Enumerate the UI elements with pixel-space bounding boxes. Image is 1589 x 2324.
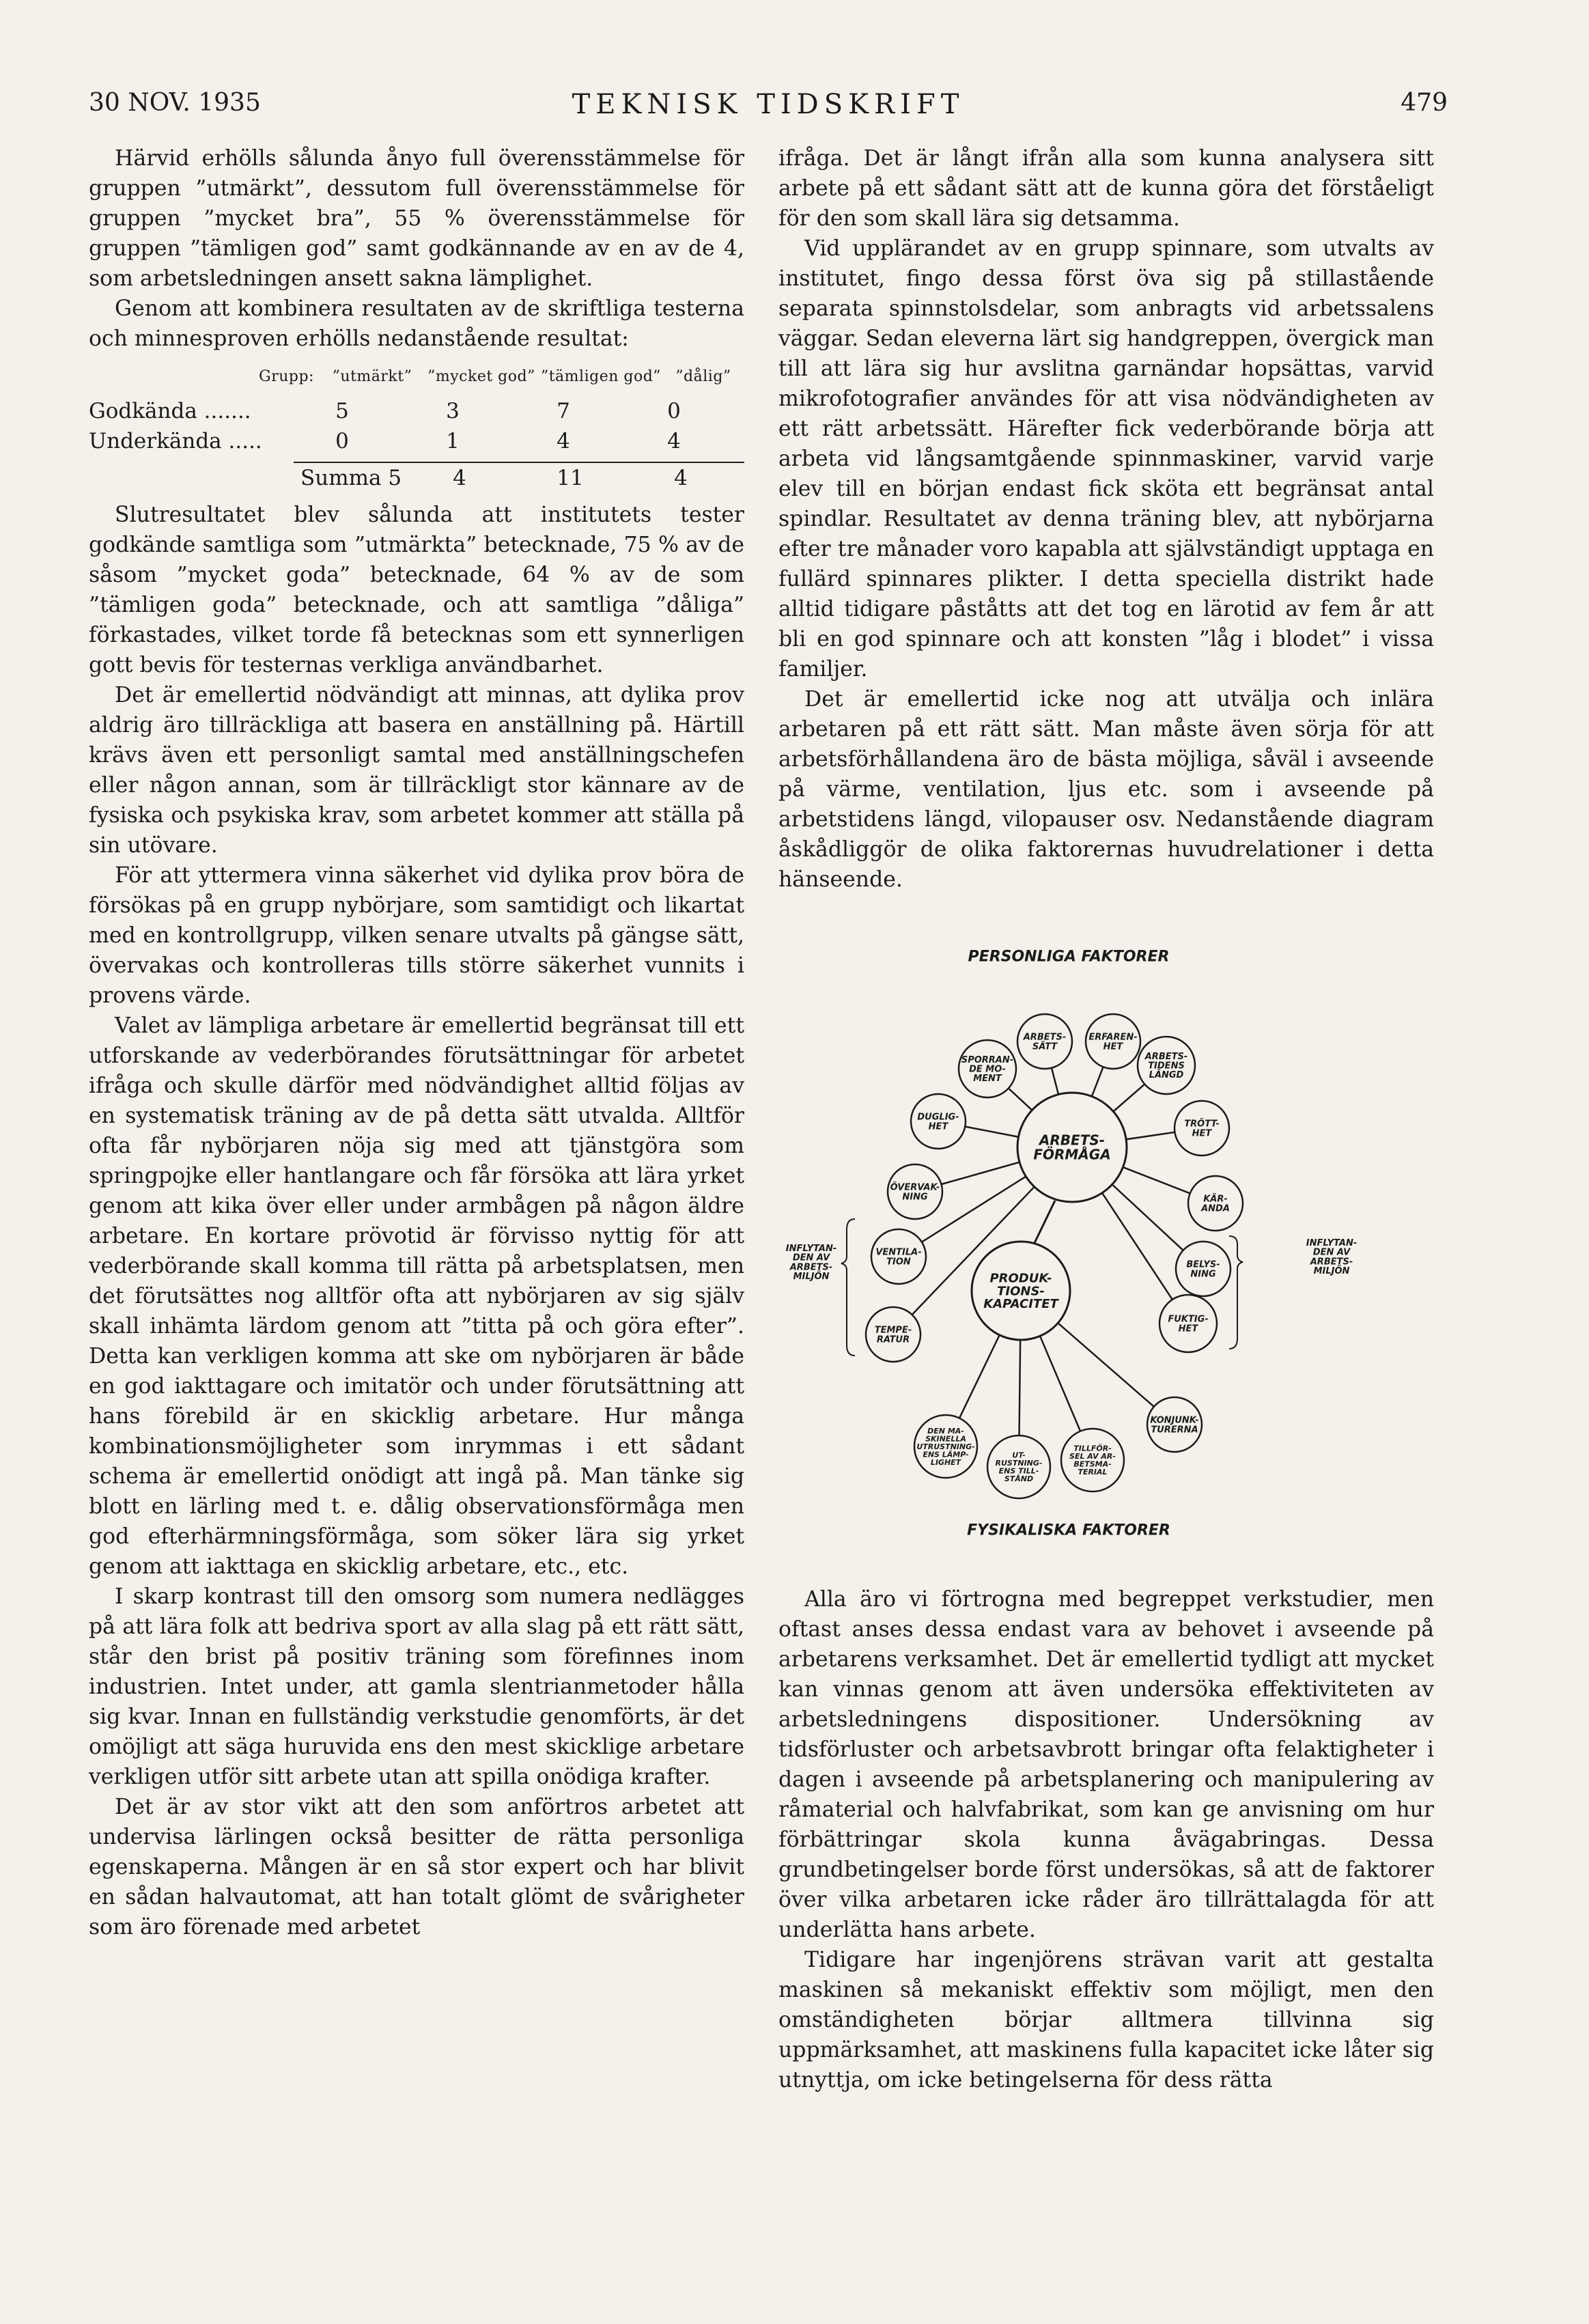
col-header: ”utmärkt”	[332, 368, 412, 385]
cell: 4	[557, 429, 570, 453]
paragraph: Det är emellertid nödvändigt att minnas, att dylika prov aldrig äro tillräckliga att basera en anställning på. Härtill krävs även ett personligt samtal med anställningschefen eller någon annan, som är tillräckligt stor kännare av de fysiska och psykiska krav, som arbetet kommer att ställa på sin utövare.	[89, 683, 744, 858]
factor-node-label: ERFAREN-HET	[1088, 1032, 1138, 1052]
center-to-production-line	[1035, 1201, 1055, 1243]
center-label: ARBETS-FÖRMÅGA	[1033, 1132, 1111, 1163]
cell: 11	[557, 466, 584, 490]
diagram-top-title: PERSONLIGA FAKTORER	[968, 948, 1170, 966]
factor-node-label: TEMPE-RATUR	[874, 1325, 912, 1345]
factor-node-label: ÖVERVAK-NING	[890, 1182, 940, 1203]
spoke-line	[1102, 1193, 1172, 1300]
factor-node-label: BELYS-NING	[1186, 1259, 1220, 1280]
factor-node-label: DEN MA-SKINELLA UTRUSTNING-ENS LÄMP-LIGHET	[916, 1426, 975, 1467]
paragraph: Härvid erhölls sålunda ånyo full överensstämmelse för gruppen ”utmärkt”, dessutom full överensstämmelse för gruppen ”mycket bra”, 55 % överensstämmelse för gruppen ”tämligen god” samt godkännande av en av de 4, som arbetsledningen ansett sakna lämplighet.	[89, 146, 744, 291]
factor-diagram-svg	[778, 936, 1434, 1537]
paragraph: Slutresultatet blev sålunda att institutets tester godkände samtliga som ”utmärkta” betecknade, 75 % av de såsom ”mycket goda” betecknade, 64 % av de som ”tämligen goda” betecknade, och att samtliga ”dåliga” förkastades, vilket torde få betecknas som ett synnerligen gott bevis för testernas verkliga användbarhet.	[89, 503, 744, 677]
paragraph: ifråga. Det är långt ifrån alla som kunna analysera sitt arbete på ett sådant sätt att de kunna göra det förståeligt för den som skall lära sig detsamma.	[778, 146, 1434, 231]
paragraph: Valet av lämpliga arbetare är emellertid begränsat till ett utforskande av vederbörandes förutsättningar för arbetet ifråga och skulle därför med nödvändighet alltid följas av en systematisk träning av de på detta sätt utvalda. Alltför ofta får nybörjaren nöja sig med att tjänstgöra som springpojke eller hantlangare och får försöka att lära yrket genom att kika över eller under armbågen på någon äldre arbetare. En kortare prövotid är förvisso nyttig för att vederbörande skall komma till rätta på arbetsplatsen, men det förutsättes nog alltför ofta att nybörjaren av sig själv skall inhämta lärdom genom att ”titta på och göra efter”. Detta kan verkligen komma att ske om nybörjaren är både en god iakttagare och imitatör och under förutsättning att hans förebild är en skicklig arbetare. Hur många kombinationsmöjligheter som inrymmas i ett sådant schema är emellertid onödigt att ingå på. Man tänke sig blott en lärling med t. e. dålig observationsförmåga men god efterhärmningsförmåga, som söker lära sig yrket genom att iakttaga en skicklig arbetare, etc., etc.	[89, 1013, 744, 1579]
production-label: PRODUK-TIONS-KAPACITET	[983, 1271, 1058, 1312]
factor-line	[959, 1335, 1000, 1418]
cell: 4	[453, 466, 466, 490]
table-row	[89, 396, 744, 426]
factor-line	[1058, 1323, 1154, 1406]
factor-line	[1040, 1336, 1080, 1431]
right-brace	[1229, 1236, 1243, 1349]
diagram-bottom-title: FYSIKALISKA FAKTORER	[967, 1522, 1170, 1537]
paragraph: Genom att kombinera resultaten av de skriftliga testerna och minnesproven erhölls nedanstående resultat:	[89, 296, 744, 351]
factor-node-label: KÄR-ANDA	[1201, 1194, 1230, 1214]
row-label: Underkända .....	[89, 429, 262, 453]
cell: 1	[446, 429, 460, 453]
cell: 0	[335, 429, 349, 453]
paragraph: Alla äro vi förtrogna med begreppet verkstudier, men oftast anses dessa endast vara av behovet i avseende på arbetarens verksamhet. Det är emellertid tydligt att mycket kan vinnas genom att även undersöka effektiviteten av arbetsledningens dispositioner. Undersökning av tidsförluster och arbetsavbrott bringar ofta felaktigheter i dagen i avseende på arbetsplanering och manipulering av råmaterial och halvfabrikat, som kan ge anvisning om hur förbättringar skola kunna åvägabringas. Dessa grundbetingelser borde först undersökas, så att de faktorer över vilka arbetaren icke råder äro tillrättalagda för att underlätta hans arbete.	[778, 1587, 1434, 1942]
row-label: Godkända .......	[89, 399, 251, 423]
factor-node-label: SPORRAN-DE MO-MENT	[961, 1054, 1014, 1084]
col-header: ”dålig”	[675, 368, 731, 385]
page-header	[89, 89, 1448, 130]
spoke-line	[1113, 1084, 1144, 1112]
spoke-line	[1052, 1068, 1058, 1095]
results-table	[89, 362, 744, 493]
paragraph: I skarp kontrast till den omsorg som numera nedlägges på att lära folk att bedriva sport av alla slag på ett rätt sätt, står den brist på positiv träning som förefinnes inom industrien. Intet under, att gamla slentrianmetoder hålla sig kvar. Innan en fullständig verkstudie genomförts, är det omöjligt att säga huruvida ens den mest skicklige arbetare verkligen utför sitt arbete utan att spilla onödiga krafter.	[89, 1584, 744, 1789]
factor-diagram	[778, 936, 1434, 1537]
factor-line	[1020, 1340, 1021, 1436]
cell: 4	[674, 466, 688, 490]
factor-node-label: FUKTIG-HET	[1168, 1314, 1209, 1334]
table-row	[89, 426, 744, 456]
paragraph: Det är emellertid icke nog att utvälja och inlära arbetaren på ett rätt sätt. Man måste även sörja för att arbetsförhållandena äro de bästa möjliga, såväl i avseende på värme, ventilation, ljus etc. som i avseende på arbetstidens längd, vilopauser osv. Nedanstående diagram åskådliggör de olika faktorernas huvudrelationer i detta hänseende.	[778, 687, 1434, 892]
issue-date: 30 NOV. 1935	[89, 89, 261, 117]
factor-node-label: KONJUNK-TURERNA	[1150, 1415, 1199, 1436]
sum-label: Summa 5	[300, 466, 402, 490]
cell: 4	[667, 429, 681, 453]
cell: 0	[667, 399, 681, 423]
factor-node-label: TRÖTT-HET	[1184, 1119, 1220, 1139]
page-number: 479	[1401, 89, 1448, 117]
journal-title: TEKNISK TIDSKRIFT	[572, 89, 965, 120]
spoke-line	[1009, 1089, 1032, 1110]
left-column	[89, 143, 744, 1942]
sum-row	[294, 462, 744, 493]
factor-node-label: VENTILA-TION	[875, 1247, 922, 1268]
spoke-line	[1112, 1184, 1183, 1250]
cell: 5	[335, 399, 349, 423]
factor-node-label: TILLFÖR-SEL AV AR-BETSMA-TERIAL	[1069, 1444, 1116, 1477]
cell: 7	[557, 399, 570, 423]
results-header	[89, 362, 744, 392]
spoke-line	[965, 1127, 1018, 1137]
paragraph: Vid upplärandet av en grupp spinnare, som utvalts av institutet, fingo dessa först öva sig på stillastående separata spinnstolsdelar, som anbragts vid arbetssalens väggar. Sedan eleverna lärt sig handgreppen, övergick man till att lära sig hur avslitna garnändar hopsättas, varvid mikrofotografier användes för att visa nödvändigheten av ett rätt arbetssätt. Härefter fick vederbörande börja att arbeta vid långsamtgående spinnmaskiner, varvid varje elev till en början endast fick sköta ett begränsat antal spindlar. Resultatet av denna träning blev, att nybörjarna efter tre månader voro kapabla att självständigt upptaga en fullärd spinnares plikter. I detta speciella distrikt hade alltid tidigare påståtts att det tog en lärotid av fem år att bli en god spinnare och att konsten ”låg i blodet” i vissa familjer.	[778, 236, 1434, 682]
factor-node-label: ARBETS-TIDENS LÄNGD	[1144, 1051, 1188, 1081]
spoke-line	[941, 1162, 1020, 1184]
spoke-line	[1123, 1167, 1190, 1193]
spoke-line	[1092, 1067, 1103, 1096]
paragraph: För att yttermera vinna säkerhet vid dylika prov böra de försökas på en grupp nybörjare, som samtidigt och likartat med en kontrollgrupp, vilken senare utvalts på gängse sätt, övervakas och kontrolleras tills större säkerhet vunnits i provens värde.	[89, 863, 744, 1008]
left-brace-label: INFLYTAN-DEN AV ARBETS-MILJÖN	[785, 1244, 837, 1283]
spoke-line	[1126, 1132, 1175, 1140]
paragraph: Tidigare har ingenjörens strävan varit att gestalta maskinen så mekaniskt effektiv som möjligt, men den omständigheten börjar alltmera tillvinna sig uppmärksamhet, att maskinens fulla kapacitet icke låter sig utnyttja, om icke betingelserna för dess rätta	[778, 1948, 1434, 2092]
col-header: ”mycket god”	[427, 368, 535, 385]
cell: 3	[446, 399, 460, 423]
left-brace	[841, 1219, 855, 1356]
factor-node-label: DUGLIG-HET	[917, 1112, 959, 1132]
col-header: ”tämligen god”	[540, 368, 662, 385]
right-column	[778, 143, 1434, 2095]
right-brace-label: INFLYTAN-DEN AV ARBETS-MILJÖN	[1306, 1238, 1358, 1277]
factor-node-label: UT-RUSTNING-ENS TILL-STÅND	[995, 1451, 1043, 1484]
paragraph: Det är av stor vikt att den som anförtros arbetet att undervisa lärlingen också besitter de rätta personliga egenskaperna. Mången är en så stor expert och har blivit en sådan halvautomat, att han totalt glömt de svårigheter som äro förenade med arbetet	[89, 1795, 744, 1940]
factor-node-label: ARBETS-SÄTT	[1023, 1032, 1067, 1052]
group-label: Grupp:	[259, 368, 314, 385]
